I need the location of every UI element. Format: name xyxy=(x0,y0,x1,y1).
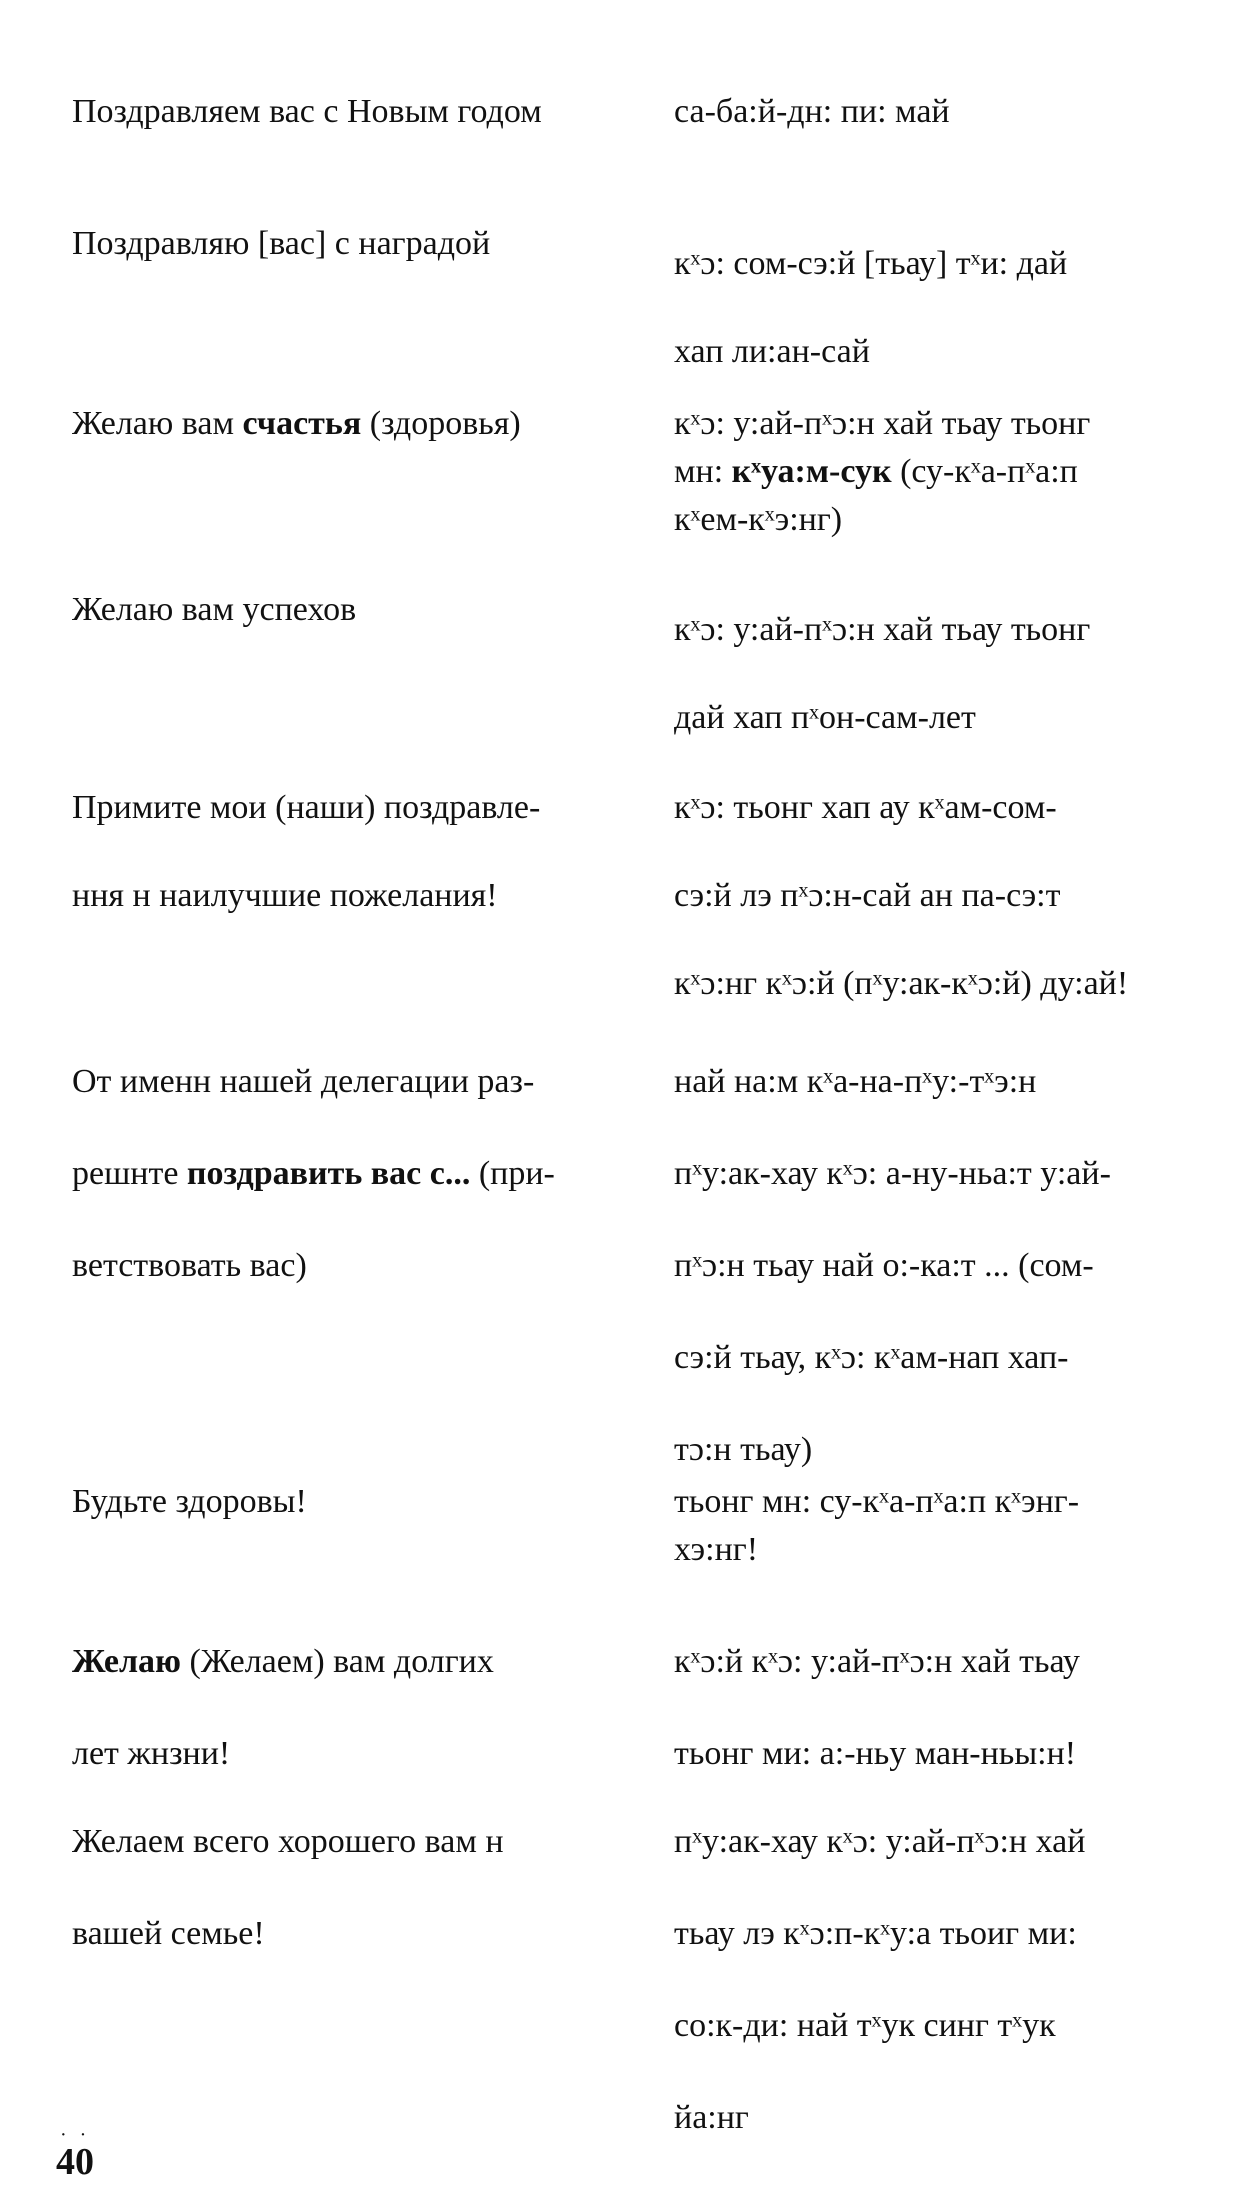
translit-phrase xyxy=(674,764,1222,1028)
phrase-line: тьонг мн: су-кˣа-пˣа:п кˣэнг- xyxy=(674,1483,1080,1520)
phrase-line: пˣу:ак-хау кˣɔ: у:ай-пˣɔ:н хай xyxy=(674,1823,1086,1860)
russian-phrase xyxy=(72,88,652,136)
phrase-line: кˣɔ: у:ай-пˣɔ:н хай тьау тьонг xyxy=(674,611,1091,648)
translit-phrase xyxy=(674,1616,1222,1800)
russian-phrase xyxy=(72,1616,652,1800)
phrase-line: лет жнзни! xyxy=(72,1735,231,1772)
phrase-line: Желаем всего хорошего вам н xyxy=(72,1823,504,1860)
translit-phrase xyxy=(674,400,1222,544)
phrase-line: кˣɔ:й кˣɔ: у:ай-пˣɔ:н хай тьау xyxy=(674,1643,1080,1680)
phrase-line: ветствовать вас) xyxy=(72,1247,307,1284)
phrase-line: пˣɔ:н тьау най о:-ка:т ... (сом- xyxy=(674,1247,1094,1284)
phrase-line: тьонг ми: а:-ньу ман-ньы:н! xyxy=(674,1735,1077,1772)
phrase-line: дай хап пˣон-сам-лет xyxy=(674,699,976,736)
page-number: 40 xyxy=(56,2141,94,2183)
russian-phrase xyxy=(72,1036,652,1312)
translit-phrase xyxy=(674,1036,1222,1496)
russian-phrase xyxy=(72,220,652,268)
phrase-line: тьау лэ кˣɔ:п-кˣу:а тьоиг ми: xyxy=(674,1915,1077,1952)
phrase-line: кˣɔ: сом-сэ:й [тьау] тˣи: дай xyxy=(674,245,1068,282)
phrase-line: сэ:й лэ пˣɔ:н-сай ан па-сэ:т xyxy=(674,877,1061,914)
phrase-line: ння н наилучшие пожелания! xyxy=(72,877,498,914)
translit-phrase xyxy=(674,220,1222,396)
russian-phrase xyxy=(72,1796,652,1980)
phrase-line: кˣɔ:нг кˣɔ:й (пˣу:ак-кˣɔ:й) ду:ай! xyxy=(674,965,1129,1002)
phrase-line: йа:нг xyxy=(674,2099,749,2136)
phrase-line: кˣем-кˣэ:нг) xyxy=(674,501,843,538)
phrase-line: Желаю вам счастья (здоровья) xyxy=(72,405,521,442)
phrase-line: хэ:нг! xyxy=(674,1531,759,1568)
phrase-line: сэ:й тьау, кˣɔ: кˣам-нап хап- xyxy=(674,1339,1069,1376)
phrase-line: решнте поздравить вас с... (при- xyxy=(72,1155,555,1192)
russian-phrase xyxy=(72,586,652,634)
russian-phrase xyxy=(72,400,652,448)
translit-phrase xyxy=(674,1478,1222,1574)
russian-phrase xyxy=(72,1478,652,1526)
phrase-line: мн: кˣуа:м-сук (су-кˣа-пˣа:п xyxy=(674,453,1078,490)
phrase-line: кˣɔ: у:ай-пˣɔ:н хай тьау тьонг xyxy=(674,405,1091,442)
phrase-line: най на:м кˣа-на-пˣу:-тˣэ:н xyxy=(674,1063,1037,1100)
translit-phrase xyxy=(674,1796,1222,2164)
translit-phrase xyxy=(674,88,1222,136)
phrase-line: Поздравляем вас с Новым годом xyxy=(72,93,542,130)
phrase-line: кˣɔ: тьонг хап ау кˣам-сом- xyxy=(674,789,1057,826)
print-dots: · · xyxy=(60,2124,91,2146)
phrase-line: вашей семье! xyxy=(72,1915,265,1952)
phrase-line: пˣу:ак-хау кˣɔ: а-ну-ньа:т у:ай- xyxy=(674,1155,1111,1192)
phrase-line: Будьте здоровы! xyxy=(72,1483,307,1520)
phrase-line: со:к-ди: най тˣук синг тˣук xyxy=(674,2007,1056,2044)
phrase-line: Поздравляю [вас] с наградой xyxy=(72,225,491,262)
phrase-line: От именн нашей делегации раз- xyxy=(72,1063,535,1100)
russian-phrase xyxy=(72,764,652,940)
phrase-line: тɔ:н тьау) xyxy=(674,1431,813,1468)
phrase-line: са-ба:й-дн: пи: май xyxy=(674,93,950,130)
translit-phrase xyxy=(674,586,1222,762)
phrase-line: хап ли:ан-сай xyxy=(674,333,870,370)
phrase-line: Желаю (Желаем) вам долгих xyxy=(72,1643,494,1680)
phrase-line: Примите мои (наши) поздравле- xyxy=(72,789,541,826)
phrase-line: Желаю вам успехов xyxy=(72,591,357,628)
